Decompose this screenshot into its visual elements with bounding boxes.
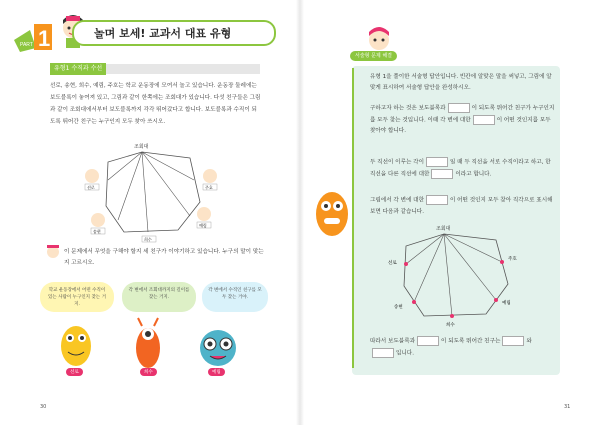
blank-4[interactable]: [431, 169, 453, 179]
answer-line-2: [370, 157, 556, 180]
panel-accent-line: [352, 68, 354, 368]
blank-6[interactable]: [417, 336, 439, 346]
part-badge: [14, 22, 58, 52]
blank-3[interactable]: [426, 157, 448, 167]
answer-kid-5: 희수: [446, 323, 455, 328]
answer-line-1a: 구하고자 하는 것은 보도블록과: [370, 105, 446, 112]
conclusion-a: 따라서 보도블록과: [370, 338, 416, 345]
diagram-top-label: 조회대: [134, 144, 149, 150]
blank-7[interactable]: [502, 336, 524, 346]
yellow-monster-icon: [56, 318, 96, 374]
part-number: 1: [38, 26, 51, 51]
answer-kid-4: 예림: [502, 301, 511, 306]
conclusion-b: 이 되도록 뛰어간 친구는: [441, 338, 501, 345]
blank-5[interactable]: [426, 195, 448, 205]
kid-label-3: 송현: [93, 229, 101, 234]
right-header-tag: 서술형 문제 해결: [350, 51, 397, 61]
mascot-small-icon: [46, 245, 60, 259]
answer-line-3b: 이 어떤 것인지 모두 찾아 직각으로 표시해 보면 다음과 같습니다.: [370, 197, 553, 215]
answer-line-3a: 그림에서 각 변에 대한: [370, 197, 424, 204]
answer-line-1c: 이 어떤 것인지를 모두 찾아야 합니다.: [370, 117, 551, 134]
answer-line-1: [370, 103, 556, 137]
orange-monster-icon: [130, 316, 166, 374]
character-label-3: 예림: [208, 368, 225, 376]
character-label-2: 희수: [140, 368, 157, 376]
answer-line-2a: 두 직선이 이루는 각이: [370, 159, 424, 166]
mascot-right-icon: [364, 26, 394, 52]
question-text: 이 문제에서 무엇을 구해야 할지 세 친구가 이야기하고 있습니다. 누구의 말이 맞는지 고르시오.: [64, 249, 264, 266]
problem-text: 선로, 송현, 희수, 예림, 주호는 학교 운동장에 모여서 놀고 있습니다. 운동장 둘레에는 보도블록이 놓여져 있고, 그림과 같이 한쪽에는 조회대가 있습니다. 다섯 친구들은 그림과 같이 조회대에서부터 보도블록까지 각각 뛰어갔다고 합니다. 보도블록과 수직이 되도록 뛰어간 친구는 누구인지 모두 찾아 쓰시오.: [50, 83, 261, 125]
blank-8[interactable]: [372, 348, 394, 358]
page-number-left: 30: [40, 404, 47, 410]
blue-monster-icon: [196, 318, 240, 374]
conclusion: [370, 336, 556, 359]
answer-diagram: [384, 224, 534, 332]
page-number-right: 31: [564, 404, 571, 410]
answer-line-1b: 이 되도록 뛰어간 친구가 누구인지를 모두 찾는 것입니다. 이때 각 변에 대한: [370, 105, 555, 123]
page-title: 놀며 보세! 교과서 대표 유형: [94, 27, 232, 40]
section-bar: [50, 64, 260, 74]
intro-text: 유형 1을 풀이한 서술형 답안입니다. 빈칸에 알맞은 말을 써넣고, 그림에 알맞게 표시하여 서술형 답안을 완성하시오.: [370, 74, 552, 91]
blank-2[interactable]: [473, 115, 495, 125]
conclusion-d: 입니다.: [396, 350, 414, 356]
speech-bubble-1: 학교 운동장에서 어떤 수직이 있는 사람이 누구인지 찾는 거지.: [40, 282, 114, 312]
answer-kid-1: 선로: [388, 261, 397, 266]
kid-label-2: 주호: [205, 185, 213, 190]
speech-bubble-3: 각 변에서 수직인 친구를 모두 찾는 거야.: [202, 282, 268, 312]
kid-label-4: 예림: [199, 223, 207, 228]
kid-label-1: 선로: [87, 185, 95, 190]
title-bar: [72, 20, 276, 46]
answer-line-3: [370, 195, 556, 218]
conclusion-c: 와: [526, 338, 532, 345]
speech-bubble-2: 각 변에서 조회대까지의 길이를 찾는 거지.: [122, 282, 196, 312]
section-tag: 유형1 수직과 수선: [50, 63, 106, 75]
book-fold: [296, 0, 304, 425]
answer-kid-3: 송현: [394, 305, 403, 310]
answer-line-2b: 일 때 두 직선을 서로 수직이라고 하고, 한 직선을 다른 직선에 대한: [370, 159, 551, 177]
part-label: PART: [20, 42, 33, 48]
character-label-1: 선로: [66, 368, 83, 376]
blank-1[interactable]: [448, 103, 470, 113]
side-monster-icon: [312, 184, 352, 240]
answer-kid-2: 주호: [508, 257, 517, 262]
answer-line-2c: 이라고 합니다.: [455, 171, 492, 177]
kid-label-5: 희수: [144, 237, 152, 242]
field-diagram: [82, 140, 222, 245]
answer-diagram-top: 조회대: [436, 226, 451, 232]
